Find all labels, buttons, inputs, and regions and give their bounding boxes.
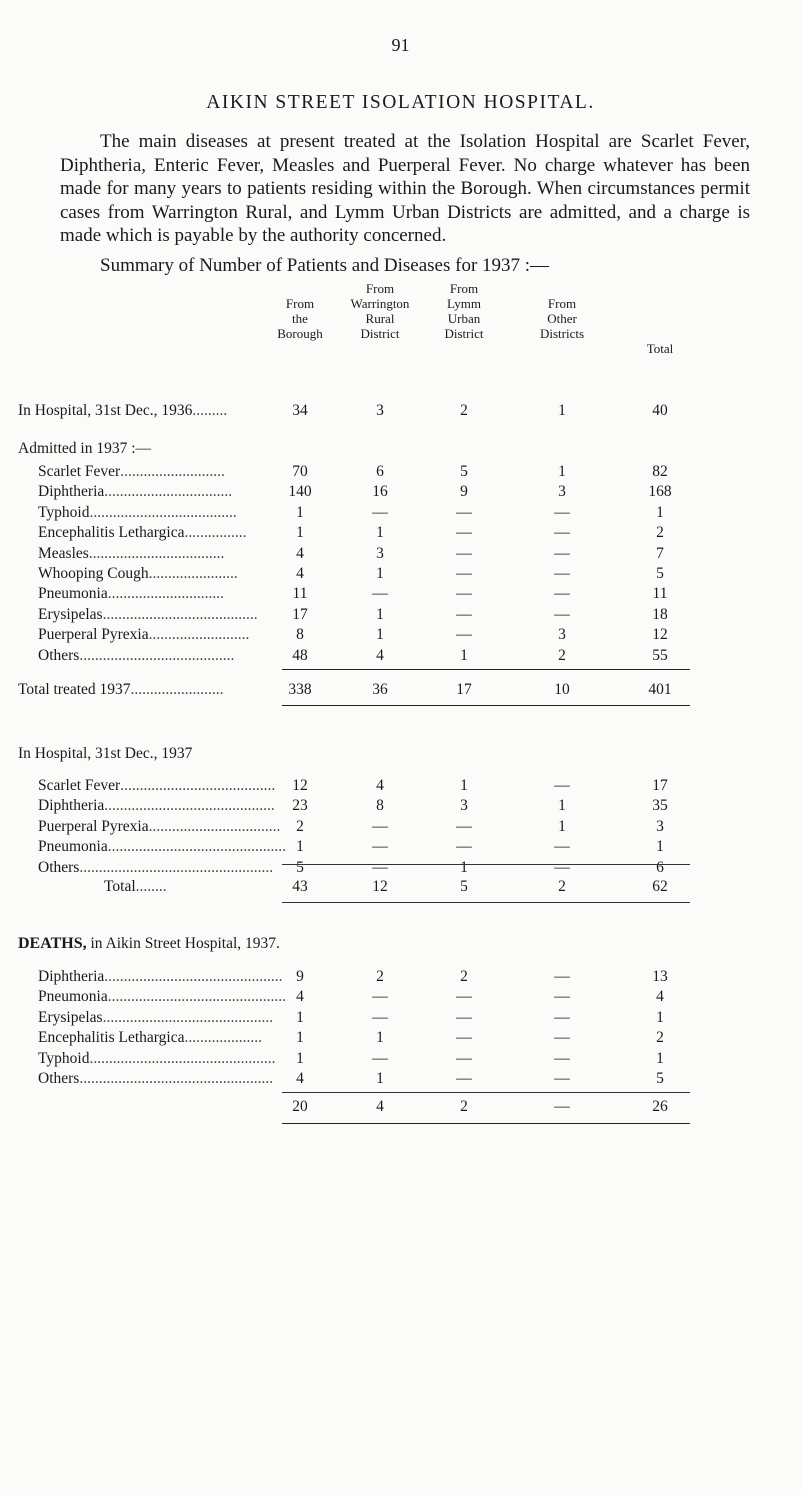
cell-value: 2	[656, 524, 664, 542]
row-label	[38, 797, 275, 815]
cell-value: 1	[558, 402, 566, 419]
cell-value: —	[372, 1008, 388, 1026]
column-header-line: Rural	[365, 311, 395, 326]
cell-value: —	[456, 565, 472, 582]
row-label-text: Total	[104, 878, 136, 895]
row-label	[38, 585, 224, 603]
cell-value: —	[456, 503, 472, 521]
cell-value: —	[456, 988, 472, 1006]
row-label	[38, 777, 275, 795]
page-number: 91	[391, 35, 410, 55]
row-label	[38, 647, 234, 665]
cell-value: 4	[656, 988, 664, 1006]
dot-leader: ..........................	[148, 626, 250, 644]
cell-value: 36	[372, 681, 388, 698]
cell-value: 13	[652, 968, 668, 985]
cell-value: 1	[376, 1029, 384, 1047]
cell-value: 1	[296, 1008, 304, 1026]
cell-value: —	[456, 626, 472, 644]
row-label-text: Diphtheria	[38, 968, 105, 985]
cell-value: —	[456, 524, 472, 542]
cell-value: —	[554, 988, 570, 1006]
dot-leader: ........................	[130, 681, 224, 698]
column-header-line: From	[365, 281, 395, 296]
row-label	[18, 681, 224, 699]
row-label-text: Erysipelas	[38, 1008, 103, 1026]
cell-value: 4	[296, 988, 304, 1006]
dot-leader: ...................................	[88, 544, 225, 562]
row-label-text: Puerperal Pyrexia	[38, 626, 149, 644]
cell-value: —	[372, 1049, 388, 1067]
cell-value: 70	[292, 463, 308, 480]
row-label-text: Pneumonia	[38, 585, 108, 603]
cell-value: 9	[296, 968, 304, 985]
column-header-line: District	[444, 326, 484, 341]
cell-value: 5	[296, 858, 304, 876]
cell-value: 6	[656, 858, 664, 876]
dot-leader: .......................	[148, 565, 238, 582]
cell-value: 4	[296, 544, 304, 562]
cell-value: 12	[292, 777, 308, 794]
cell-value: 1	[296, 838, 304, 856]
cell-value: —	[554, 544, 570, 562]
cell-value: —	[456, 585, 472, 603]
rule-line	[282, 1123, 690, 1124]
cell-value: 3	[460, 797, 468, 815]
dot-leader: ..............................................	[104, 968, 283, 985]
row-label	[38, 968, 283, 986]
cell-value: 1	[296, 503, 304, 521]
dot-leader: ..................................................	[79, 1070, 274, 1087]
cell-value: —	[372, 817, 388, 835]
cell-value: 4	[296, 565, 304, 582]
cell-value: —	[372, 503, 388, 521]
cell-value: 6	[376, 463, 384, 480]
cell-value: 48	[292, 646, 308, 664]
row-label	[38, 626, 249, 644]
cell-value: 1	[296, 524, 304, 542]
row-label	[38, 859, 273, 877]
cell-value: 18	[652, 605, 668, 623]
rule-line	[282, 864, 690, 865]
column-header-line: From	[547, 296, 577, 311]
cell-value: 1	[376, 605, 384, 623]
dot-leader: ........	[135, 878, 167, 895]
dot-leader: ........................................	[102, 605, 258, 623]
cell-value: —	[554, 585, 570, 603]
cell-value: 1	[460, 858, 468, 876]
row-label	[38, 504, 237, 522]
cell-value: 23	[292, 797, 308, 815]
cell-value: —	[456, 605, 472, 623]
rule-line	[282, 669, 690, 670]
dot-leader: .........	[192, 402, 228, 419]
column-header	[260, 296, 340, 341]
dot-leader: ..............................	[107, 585, 224, 603]
dot-leader: ....................	[184, 1029, 262, 1047]
cell-value: 1	[656, 1049, 664, 1067]
column-header	[424, 281, 504, 341]
row-label	[38, 1070, 273, 1088]
cell-value: 20	[292, 1098, 308, 1115]
dot-leader: ..............................................	[107, 838, 286, 856]
row-label-text: Erysipelas	[38, 605, 103, 623]
cell-value: —	[554, 858, 570, 876]
cell-value: 3	[376, 544, 384, 562]
cell-value: 11	[292, 585, 308, 603]
cell-value: 2	[296, 817, 304, 835]
column-header-line: the	[292, 311, 308, 326]
cell-value: 140	[288, 483, 312, 501]
cell-value: 7	[656, 544, 664, 562]
cell-value: 34	[292, 402, 308, 419]
column-header-line: District	[360, 326, 400, 341]
cell-value: 4	[376, 646, 384, 664]
cell-value: —	[372, 858, 388, 876]
cell-value: —	[554, 838, 570, 856]
row-label-text: Total treated 1937	[18, 681, 131, 698]
row-label-text: Typhoid	[38, 503, 90, 521]
cell-value: 62	[652, 878, 668, 895]
deaths-heading	[18, 935, 280, 953]
cell-value: 17	[292, 605, 308, 623]
dot-leader: ..................................................	[79, 858, 274, 876]
cell-value: 1	[656, 838, 664, 856]
dot-leader: ............................................	[104, 797, 275, 815]
page-title: AIKIN STREET ISOLATION HOSPITAL.	[206, 92, 595, 113]
row-label-text: Diphtheria	[38, 797, 105, 815]
cell-value: 17	[456, 681, 472, 698]
cell-value: —	[372, 838, 388, 856]
cell-value: 3	[558, 483, 566, 501]
cell-value: —	[554, 565, 570, 582]
dot-leader: ..................................	[148, 817, 281, 835]
cell-value: 1	[296, 1029, 304, 1047]
row-label	[38, 565, 238, 583]
section-heading: Admitted in 1937 :—	[18, 440, 152, 457]
row-label	[18, 402, 227, 420]
cell-value: —	[456, 838, 472, 856]
cell-value: —	[554, 503, 570, 521]
row-label-text: Whooping Cough	[38, 565, 149, 582]
column-header-line: Other	[547, 311, 577, 326]
row-label	[38, 463, 225, 481]
cell-value: —	[456, 1008, 472, 1026]
cell-value: —	[456, 1049, 472, 1067]
cell-value: —	[554, 1070, 570, 1087]
section-heading: In Hospital, 31st Dec., 1937	[18, 745, 193, 762]
cell-value: 3	[656, 817, 664, 835]
cell-value: —	[372, 585, 388, 603]
column-header-line: Districts	[539, 326, 585, 341]
cell-value: 17	[652, 777, 668, 794]
cell-value: 10	[554, 681, 570, 698]
cell-value: —	[456, 544, 472, 562]
dot-leader: ................................................	[89, 1049, 276, 1067]
cell-value: 168	[648, 483, 672, 501]
cell-value: 16	[372, 483, 388, 501]
row-label	[38, 1050, 275, 1068]
row-label	[38, 988, 286, 1006]
cell-value: —	[554, 1049, 570, 1067]
column-header-line: Total	[646, 341, 674, 356]
row-label	[104, 878, 167, 896]
cell-value: —	[456, 817, 472, 835]
dot-leader: ........................................	[79, 646, 235, 664]
cell-value: 1	[460, 777, 468, 794]
cell-value: 3	[558, 626, 566, 644]
cell-value: 1	[558, 797, 566, 815]
row-label	[38, 524, 246, 542]
cell-value: —	[554, 605, 570, 623]
cell-value: 338	[288, 681, 312, 698]
cell-value: 9	[460, 483, 468, 501]
column-header-line: Lymm	[447, 296, 481, 311]
row-label-text: Typhoid	[38, 1049, 90, 1067]
column-header-line: Warrington	[350, 296, 410, 311]
row-label-text: Scarlet Fever	[38, 463, 121, 480]
cell-value: —	[456, 1070, 472, 1087]
column-header-line: Urban	[447, 311, 481, 326]
cell-value: 55	[652, 646, 668, 664]
column-header-line: Borough	[277, 326, 323, 341]
row-label	[38, 838, 286, 856]
cell-value: —	[554, 1008, 570, 1026]
row-label-text: Others	[38, 1070, 80, 1087]
cell-value: 5	[656, 565, 664, 582]
column-header-line: From	[449, 281, 479, 296]
cell-value: —	[554, 968, 570, 985]
cell-value: —	[456, 1029, 472, 1047]
dot-leader: ...........................	[120, 463, 225, 480]
cell-value: 8	[376, 797, 384, 815]
cell-value: 82	[652, 463, 668, 480]
row-label-text: Others	[38, 646, 80, 664]
cell-value: 5	[656, 1070, 664, 1087]
cell-value: 4	[376, 777, 384, 794]
summary-heading: Summary of Number of Patients and Diseases for 1937 :—	[100, 255, 550, 276]
dot-leader: ......................................	[89, 503, 237, 521]
row-label-text: Puerperal Pyrexia	[38, 817, 149, 835]
deaths-heading-bold: DEATHS,	[18, 935, 87, 952]
cell-value: 43	[292, 878, 308, 895]
cell-value: 2	[656, 1029, 664, 1047]
cell-value: 3	[376, 402, 384, 419]
cell-value: 2	[558, 646, 566, 664]
row-label	[38, 606, 258, 624]
dot-leader: ............................................	[102, 1008, 274, 1026]
row-label-text: Pneumonia	[38, 838, 108, 856]
cell-value: 1	[376, 524, 384, 542]
row-label	[38, 1029, 262, 1047]
cell-value: 26	[652, 1098, 668, 1115]
cell-value: 1	[376, 626, 384, 644]
cell-value: 1	[558, 463, 566, 480]
row-label-text: Others	[38, 858, 80, 876]
cell-value: —	[372, 988, 388, 1006]
row-label	[38, 483, 232, 501]
row-label-text: Diphtheria	[38, 483, 105, 501]
cell-value: 1	[656, 1008, 664, 1026]
cell-value: 5	[460, 878, 468, 895]
cell-value: 8	[296, 626, 304, 644]
cell-value: 1	[376, 1070, 384, 1087]
cell-value: 5	[460, 463, 468, 480]
row-label-text: Scarlet Fever	[38, 777, 121, 794]
cell-value: 11	[652, 585, 668, 603]
cell-value: 2	[460, 968, 468, 985]
cell-value: 1	[558, 817, 566, 835]
dot-leader: ..............................................	[107, 988, 286, 1006]
dot-leader: .................................	[104, 483, 233, 501]
cell-value: 401	[648, 681, 672, 698]
cell-value: 35	[652, 797, 668, 815]
row-label-text: Pneumonia	[38, 988, 108, 1006]
cell-value: 40	[652, 402, 668, 419]
cell-value: —	[554, 777, 570, 794]
rule-line	[282, 1092, 690, 1093]
row-label	[38, 1009, 273, 1027]
cell-value: 2	[558, 878, 566, 895]
row-label	[38, 818, 280, 836]
cell-value: 1	[376, 565, 384, 582]
column-header	[630, 341, 690, 356]
cell-value: 1	[296, 1049, 304, 1067]
cell-value: 1	[460, 646, 468, 664]
column-header-line: From	[285, 296, 315, 311]
cell-value: 4	[376, 1098, 384, 1115]
dot-leader: ................	[184, 524, 247, 542]
row-label-text: Encephalitis Lethargica	[38, 1029, 185, 1047]
intro-paragraph: The main diseases at present treated at the Isolation Hospital are Scarlet Fever, Diphtheria, Enteric Fever, Measles and Puerperal Fever. No charge whatever has been made for many years to patients residing within the Borough. When circumstances permit cases from Warrington Rural, and Lymm Urban Districts are admitted, and a charge is made which is payable by the authority concerned.	[60, 131, 750, 246]
cell-value: 4	[296, 1070, 304, 1087]
cell-value: 12	[372, 878, 388, 895]
cell-value: 12	[652, 626, 668, 644]
row-label-text: Measles	[38, 544, 89, 562]
rule-line	[282, 705, 690, 706]
cell-value: 1	[656, 503, 664, 521]
cell-value: —	[554, 1098, 570, 1115]
row-label-text: In Hospital, 31st Dec., 1936	[18, 402, 193, 419]
cell-value: 2	[376, 968, 384, 985]
cell-value: 2	[460, 402, 468, 419]
column-header	[335, 281, 425, 341]
cell-value: —	[554, 524, 570, 542]
rule-line	[282, 902, 690, 903]
deaths-heading-text: in Aikin Street Hospital, 1937.	[86, 935, 280, 952]
row-label	[38, 545, 224, 563]
cell-value: —	[554, 1029, 570, 1047]
dot-leader: ........................................	[120, 777, 276, 794]
row-label-text: Encephalitis Lethargica	[38, 524, 185, 542]
cell-value: 2	[460, 1098, 468, 1115]
column-header	[512, 296, 612, 341]
